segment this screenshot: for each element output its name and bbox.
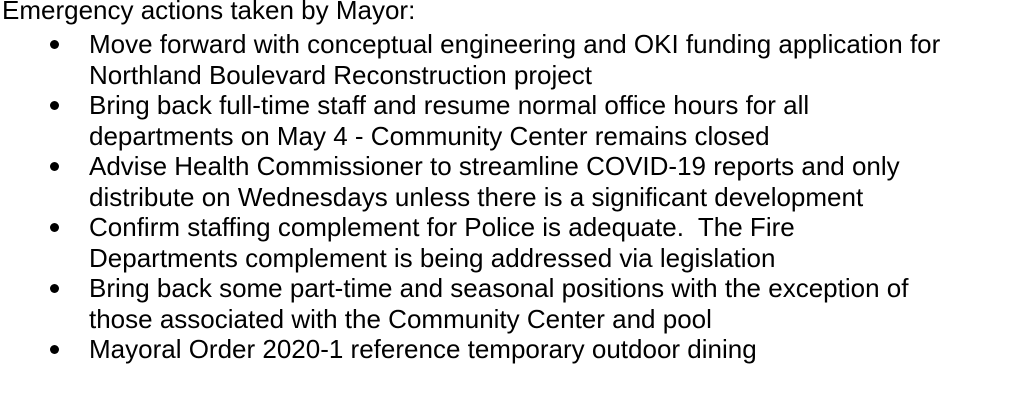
list-item-text: Confirm staffing complement for Police is adequate. The Fire — [89, 212, 795, 242]
list-item-text: Advise Health Commissioner to streamline COVID-19 reports and only — [89, 151, 900, 181]
bullet-icon — [50, 284, 59, 293]
list-item-text: Bring back full-time staff and resume normal office hours for all — [89, 90, 810, 120]
list-item — [0, 334, 1024, 365]
list-item-text: Bring back some part-time and seasonal positions with the exception of — [89, 273, 909, 303]
bullet-icon — [50, 40, 59, 49]
bullet-icon — [50, 162, 59, 171]
section-heading: Emergency actions taken by Mayor: — [2, 0, 416, 25]
list-item-text: Mayoral Order 2020-1 reference temporary outdoor dining — [89, 334, 757, 364]
bullet-icon — [50, 345, 59, 354]
bullet-icon — [50, 101, 59, 110]
list-item — [0, 212, 1024, 273]
emergency-actions-list — [0, 29, 1024, 365]
list-item-text: Departments complement is being addressed via legislation — [89, 242, 776, 273]
list-item — [0, 29, 1024, 90]
list-item — [0, 90, 1024, 151]
list-item-text: those associated with the Community Center and pool — [89, 303, 712, 334]
list-item-text: Northland Boulevard Reconstruction project — [89, 59, 592, 90]
bullet-icon — [50, 223, 59, 232]
list-item — [0, 151, 1024, 212]
list-item — [0, 273, 1024, 334]
list-item-text: distribute on Wednesdays unless there is a significant development — [89, 181, 864, 212]
list-item-text: departments on May 4 - Community Center remains closed — [89, 120, 770, 151]
list-item-text: Move forward with conceptual engineering and OKI funding application for — [89, 29, 941, 59]
